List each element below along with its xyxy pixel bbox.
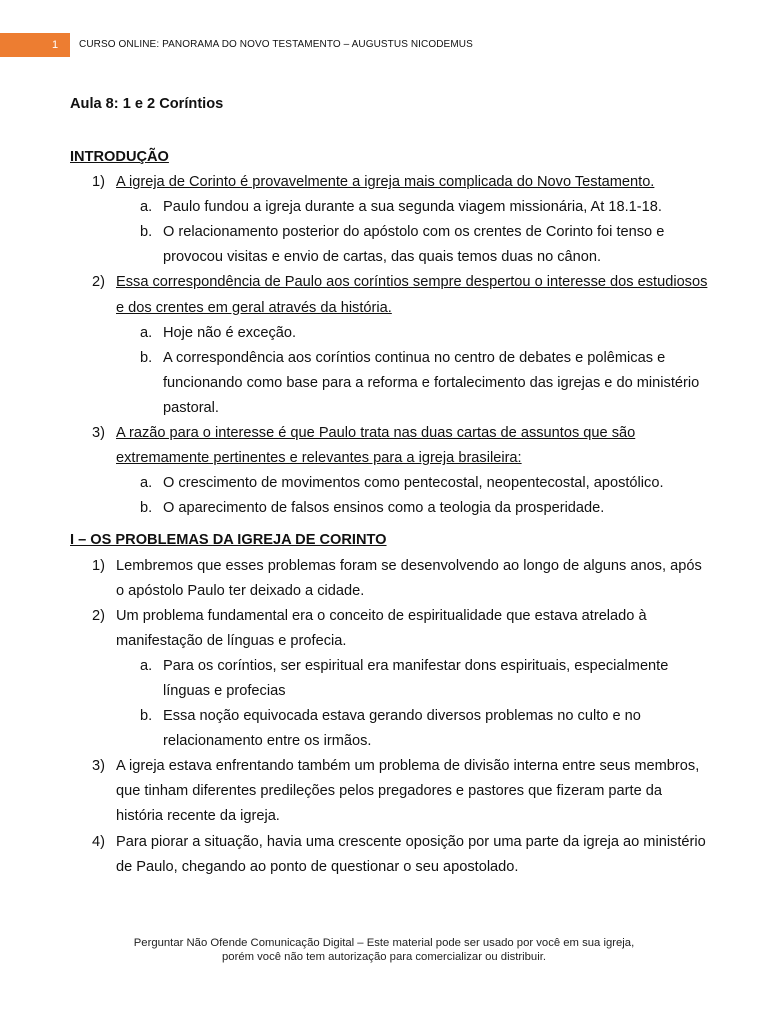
item-text: Essa correspondência de Paulo aos coríntios sempre despertou o interesse dos estudiosos e dos crentes em geral através da história.	[116, 274, 708, 316]
sub-letter: b.	[140, 708, 153, 725]
sub-text: O aparecimento de falsos ensinos como a teologia da prosperidade.	[163, 500, 605, 517]
sub-text: O relacionamento posterior do apóstolo com os crentes de Corinto foi tenso e provocou visitas e envio de cartas, das quais temos duas no cânon.	[163, 224, 665, 266]
sub-list	[116, 654, 710, 754]
section-list	[70, 554, 710, 880]
intro-heading: INTRODUÇÃO	[70, 149, 169, 165]
sub-text: O crescimento de movimentos como pentecostal, neopentecostal, apostólico.	[163, 475, 664, 492]
item-number: 2)	[92, 274, 105, 291]
sub-list	[116, 321, 710, 421]
item-text: Lembremos que esses problemas foram se desenvolvendo ao longo de alguns anos, após o apóstolo Paulo ter deixado a cidade.	[116, 557, 702, 599]
sub-item	[116, 346, 710, 421]
page-number: 1	[51, 39, 59, 51]
item-text: Para piorar a situação, havia uma crescente oposição por uma parte da igreja ao ministério de Paulo, chegando ao ponto de questionar o seu apostolado.	[116, 833, 706, 875]
sub-letter: b.	[140, 349, 153, 366]
footer-line: Perguntar Não Ofende Comunicação Digital – Este material pode ser usado por você em sua igreja,	[133, 937, 635, 949]
sub-letter: a.	[140, 199, 153, 216]
lesson-title: Aula 8: 1 e 2 Coríntios	[70, 96, 224, 112]
item-number: 2)	[92, 607, 105, 624]
sub-item	[116, 220, 710, 270]
item-text: A razão para o interesse é que Paulo trata nas duas cartas de assuntos que são extremamente pertinentes e relevantes para a igreja brasileira:	[116, 425, 636, 467]
document-body	[70, 92, 710, 880]
sub-item	[116, 471, 710, 496]
sub-letter: a.	[140, 475, 153, 492]
list-item	[70, 604, 710, 755]
sub-letter: b.	[140, 224, 153, 241]
footer-line: porém você não tem autorização para comercializar ou distribuir.	[222, 951, 546, 963]
sub-item	[116, 321, 710, 346]
sub-letter: a.	[140, 324, 153, 341]
list-item	[70, 170, 710, 270]
footer-notice	[0, 936, 768, 964]
sub-item	[116, 654, 710, 704]
sub-item	[116, 704, 710, 754]
list-item	[70, 421, 710, 521]
item-number: 1)	[92, 174, 105, 191]
sub-letter: a.	[140, 657, 153, 674]
sub-item	[116, 496, 710, 521]
sub-item	[116, 195, 710, 220]
section-heading: I – OS PROBLEMAS DA IGREJA DE CORINTO	[70, 532, 387, 549]
list-item	[70, 830, 710, 880]
list-item	[70, 554, 710, 604]
course-title: CURSO ONLINE: PANORAMA DO NOVO TESTAMENTO – AUGUSTUS NICODEMUS	[79, 39, 473, 50]
list-item	[70, 270, 710, 421]
item-number: 4)	[92, 833, 105, 850]
list-item	[70, 754, 710, 829]
sub-text: Hoje não é exceção.	[163, 324, 297, 341]
item-number: 3)	[92, 425, 105, 442]
item-text: A igreja de Corinto é provavelmente a igreja mais complicada do Novo Testamento.	[116, 174, 655, 191]
sub-list	[116, 471, 710, 521]
item-number: 3)	[92, 758, 105, 775]
intro-list	[70, 170, 710, 521]
sub-text: Essa noção equivocada estava gerando diversos problemas no culto e no relacionamento entre os irmãos.	[163, 708, 641, 750]
item-text: A igreja estava enfrentando também um problema de divisão interna entre seus membros, que tinham diferentes predileções pelos pregadores e pastores que fizeram parte da história recente da igreja.	[116, 758, 700, 825]
sub-text: Paulo fundou a igreja durante a sua segunda viagem missionária, At 18.1-18.	[163, 199, 662, 216]
item-text: Um problema fundamental era o conceito de espiritualidade que estava atrelado à manifestação de línguas e profecia.	[116, 607, 647, 649]
sub-text: Para os coríntios, ser espiritual era manifestar dons espirituais, especialmente línguas e profecias	[163, 657, 669, 699]
sub-text: A correspondência aos coríntios continua no centro de debates e polêmicas e funcionando como base para a reforma e fortalecimento das igrejas e do ministério pastoral.	[163, 349, 700, 416]
item-number: 1)	[92, 557, 105, 574]
sub-list	[116, 195, 710, 270]
sub-letter: b.	[140, 500, 153, 517]
